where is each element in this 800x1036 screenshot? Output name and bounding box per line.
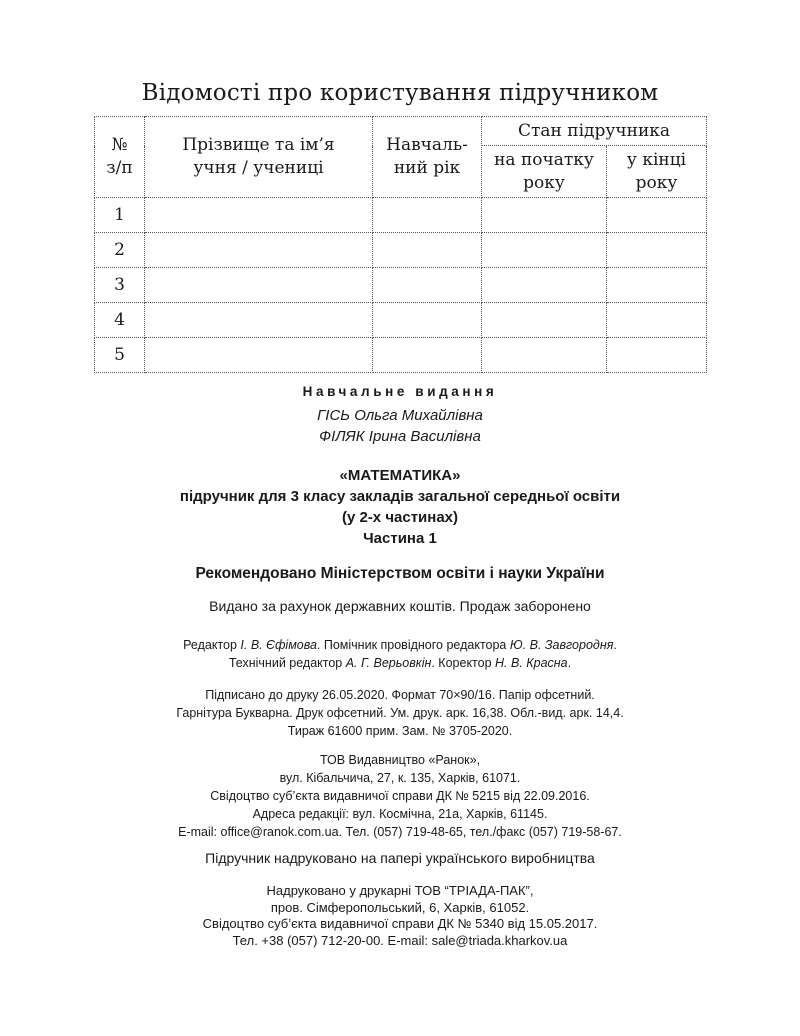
editors-credits bbox=[0, 636, 800, 672]
cell-name bbox=[145, 233, 373, 268]
cell-end bbox=[607, 233, 707, 268]
recommendation: Рекомендовано Міністерством освіти і науки України bbox=[195, 565, 605, 582]
table-row bbox=[95, 198, 707, 233]
cell-end bbox=[607, 303, 707, 338]
table-row bbox=[95, 268, 707, 303]
cell-end bbox=[607, 338, 707, 373]
cell-year bbox=[373, 338, 482, 373]
cell-year bbox=[373, 303, 482, 338]
publisher-info: ТОВ Видавництво «Ранок», вул. Кібальчича, 27, к. 135, Харків, 61071. Свідоцтво суб’єкта видавничої справи ДК № 5215 від 22.09.2016. Адреса редакції: вул. Космічна, 21а, Харків, 61145. E-mail: office@ranok.com.ua. Тел. (057) 719-48-65, тел./факс (057) 719-58-67. bbox=[178, 753, 622, 839]
table-row bbox=[95, 233, 707, 268]
editors-line-2: Технічний редактор А. Г. Верьовкін. Коректор Н. В. Красна. bbox=[228, 656, 572, 670]
cell-end bbox=[607, 198, 707, 233]
row-number: 1 bbox=[95, 198, 145, 233]
book-parts: (у 2-х частинах) bbox=[341, 509, 459, 526]
header-textbook-condition: Стан підручника bbox=[482, 117, 707, 146]
printer-info: Надруковано у друкарні ТОВ “ТРІАДА-ПАК”, пров. Сімферопольський, 6, Харків, 61052. Свідоцтво суб’єкта видавничої справи ДК № 5340 від 15.05.2017. Тел. +38 (057) 712-20-00. E-mail: sale@triada.kharkov.ua bbox=[202, 883, 598, 948]
author-2: ФІЛЯК Ірина Василівна bbox=[319, 428, 481, 445]
author-1: ГІСЬ Ольга Михайлівна bbox=[317, 407, 483, 424]
cell-start bbox=[482, 338, 607, 373]
header-school-year: Навчаль- ний рік bbox=[373, 117, 482, 198]
cell-start bbox=[482, 233, 607, 268]
cell-end bbox=[607, 268, 707, 303]
cell-start bbox=[482, 198, 607, 233]
row-number: 2 bbox=[95, 233, 145, 268]
header-condition-start: на початку року bbox=[482, 146, 607, 198]
paper-note: Підручник надруковано на папері українського виробництва bbox=[205, 850, 595, 866]
page-title: Відомості про користування підручником bbox=[141, 80, 659, 106]
cell-name bbox=[145, 303, 373, 338]
header-number: № з/п bbox=[95, 117, 145, 198]
cell-year bbox=[373, 233, 482, 268]
row-number: 5 bbox=[95, 338, 145, 373]
cell-year bbox=[373, 268, 482, 303]
edition-type: Навчальне видання bbox=[302, 384, 498, 399]
funding-note: Видано за рахунок державних коштів. Продаж заборонено bbox=[209, 598, 591, 614]
row-number: 4 bbox=[95, 303, 145, 338]
cell-name bbox=[145, 338, 373, 373]
usage-table bbox=[94, 116, 707, 373]
book-part: Частина 1 bbox=[363, 530, 437, 547]
cell-year bbox=[373, 198, 482, 233]
table-row bbox=[95, 303, 707, 338]
book-title: «МАТЕМАТИКА» bbox=[339, 467, 461, 484]
editors-line-1: Редактор І. В. Єфімова. Помічник провідного редактора Ю. В. Завгородня. bbox=[183, 638, 617, 652]
row-number: 3 bbox=[95, 268, 145, 303]
cell-start bbox=[482, 268, 607, 303]
header-student-name: Прізвище та ім’я учня / учениці bbox=[145, 117, 373, 198]
table-row bbox=[95, 338, 707, 373]
header-condition-end: у кінці року bbox=[607, 146, 707, 198]
cell-name bbox=[145, 268, 373, 303]
book-subtitle: підручник для 3 класу закладів загальної середньої освіти bbox=[179, 488, 621, 505]
cell-name bbox=[145, 198, 373, 233]
cell-start bbox=[482, 303, 607, 338]
print-info: Підписано до друку 26.05.2020. Формат 70×90/16. Папір офсетний. Гарнітура Букварна. Друк офсетний. Ум. друк. арк. 16,38. Обл.-вид. арк. 14,4. Тираж 61600 прим. Зам. № 3705-2020. bbox=[176, 688, 624, 738]
